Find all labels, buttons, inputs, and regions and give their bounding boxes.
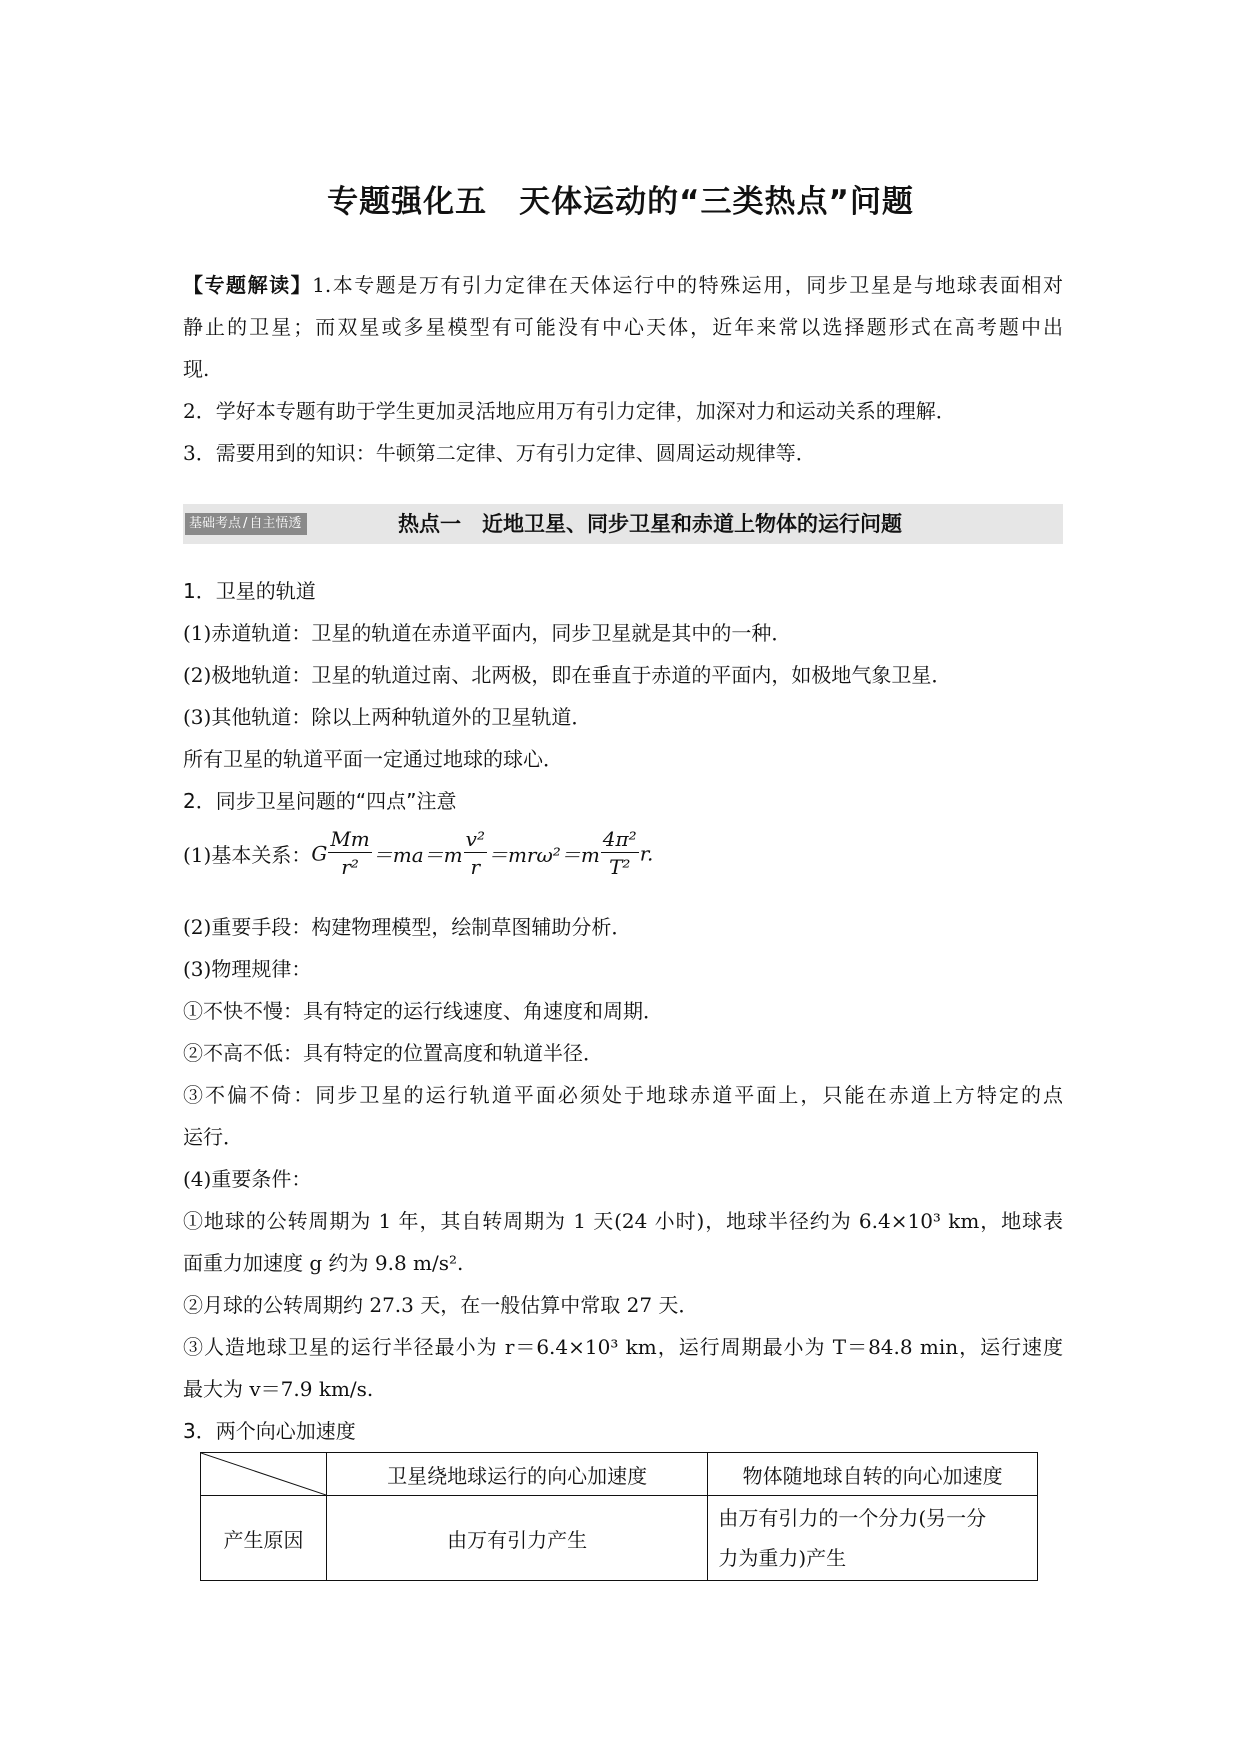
fraction-mm-r2: $\frac{Mm}{\text{r²}}$ — [330, 827, 370, 879]
banner-title: 热点一 近地卫星、同步卫星和赤道上物体的运行问题 — [398, 512, 902, 536]
section-1-heading: 1．卫星的轨道 — [183, 579, 316, 603]
section-1-note: 所有卫星的轨道平面一定通过地球的球心． — [183, 747, 563, 771]
table-header-col-1: 卫星绕地球运行的向心加速度 — [327, 1453, 708, 1496]
diagonal-corner-cell — [201, 1453, 327, 1496]
section-2 — [183, 906, 1063, 1452]
page-title: 专题强化五 天体运动的“三类热点”问题 — [327, 184, 914, 220]
diagonal-line — [201, 1453, 326, 1495]
formula-line — [183, 826, 653, 896]
section-2-item-4: (4)重要条件： — [183, 1167, 312, 1191]
intro-line-1: 【专题解读】1.本专题是万有引力定律在天体运行中的特殊运用，同步卫星是与地球表面相对 — [183, 273, 1063, 297]
formula-label: (1)基本关系： — [183, 843, 312, 867]
intro-block — [183, 264, 1063, 474]
section-banner — [183, 504, 1063, 544]
law-3-line-1: ③不偏不倚：同步卫星的运行轨道平面必须处于地球赤道平面上，只能在赤道上方特定的点 — [183, 1083, 1063, 1107]
table-row — [201, 1496, 1038, 1581]
section-2-item-2: (2)重要手段：构建物理模型，绘制草图辅助分析． — [183, 915, 632, 939]
section-1-item-2: (2)极地轨道：卫星的轨道过南、北两极，即在垂直于赤道的平面内，如极地气象卫星． — [183, 663, 952, 687]
intro-point-2: 2．学好本专题有助于学生更加灵活地应用万有引力定律，加深对力和运动关系的理解． — [183, 399, 956, 423]
condition-1-line-1: ①地球的公转周期为 1 年，其自转周期为 1 天(24 小时)，地球半径约为 6.4×10³ km，地球表 — [183, 1209, 1063, 1233]
formula-g: G — [311, 841, 328, 866]
law-2: ②不高不低：具有特定的位置高度和轨道半径． — [183, 1041, 603, 1065]
intro-line-2: 静止的卫星；而双星或多星模型有可能没有中心天体，近年来常以选择题形式在高考题中出 — [183, 315, 1063, 339]
formula-end: r. — [639, 841, 654, 866]
law-3-line-2: 运行． — [183, 1125, 243, 1149]
section-1 — [183, 570, 1063, 822]
section-1-item-1: (1)赤道轨道：卫星的轨道在赤道平面内，同步卫星就是其中的一种． — [183, 621, 792, 645]
table-header-row — [201, 1453, 1038, 1496]
table-row-head: 产生原因 — [201, 1496, 327, 1581]
intro-line-3: 现. — [183, 357, 210, 381]
intro-point-3: 3．需要用到的知识：牛顿第二定律、万有引力定律、圆周运动规律等． — [183, 441, 816, 465]
section-1-item-3: (3)其他轨道：除以上两种轨道外的卫星轨道． — [183, 705, 592, 729]
condition-1-line-2: 面重力加速度 g 约为 9.8 m/s². — [183, 1251, 464, 1275]
section-3-heading: 3．两个向心加速度 — [183, 1419, 356, 1443]
law-1: ①不快不慢：具有特定的运行线速度、角速度和周期． — [183, 999, 663, 1023]
table-header-col-2: 物体随地球自转的向心加速度 — [708, 1453, 1038, 1496]
table-cell-cause-object: 由万有引力的一个分力(另一分 力为重力)产生 — [708, 1496, 1038, 1581]
intro-label: 【专题解读】 — [183, 273, 313, 297]
acceleration-table — [200, 1452, 1038, 1581]
condition-2: ②月球的公转周期约 27.3 天，在一般估算中常取 27 天． — [183, 1293, 699, 1317]
section-2-heading: 2．同步卫星问题的“四点”注意 — [183, 789, 457, 813]
formula-eq-2: ＝mrω²＝m — [487, 843, 600, 867]
table-cell-cause-satellite: 由万有引力产生 — [327, 1496, 708, 1581]
condition-3-line-1: ③人造地球卫星的运行半径最小为 r＝6.4×10³ km，运行周期最小为 T＝84.8 min，运行速度 — [183, 1335, 1063, 1359]
fraction-4pi2-t2: $\frac{\text{4π²}}{\text{T²}}$ — [602, 827, 637, 879]
condition-3-line-2: 最大为 v＝7.9 km/s. — [183, 1377, 374, 1401]
banner-tag: 基础考点 / 自主悟透 — [185, 513, 307, 535]
fraction-v2-r: $\frac{\text{v²}}{r}$ — [465, 827, 485, 879]
formula-eq-1: ＝ma＝m — [372, 843, 463, 867]
section-2-item-3: (3)物理规律： — [183, 957, 312, 981]
